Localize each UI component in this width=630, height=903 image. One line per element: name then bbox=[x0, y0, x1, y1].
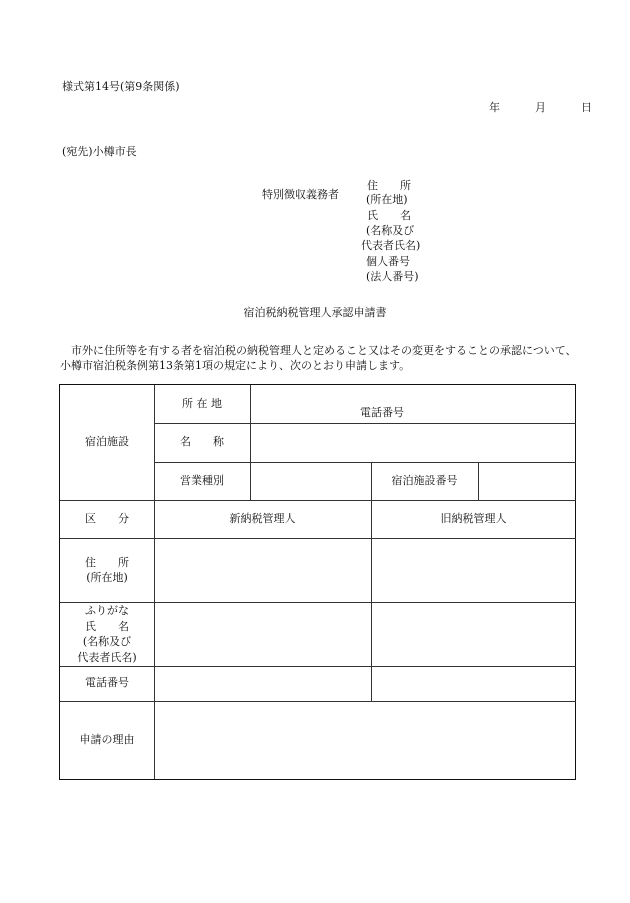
date-day: 日 bbox=[581, 101, 592, 114]
old-manager-address-field[interactable] bbox=[371, 538, 576, 602]
reason-field[interactable] bbox=[154, 701, 576, 779]
category-label: 区 分 bbox=[85, 511, 129, 525]
document-title: 宿泊税納税管理人承認申請書 bbox=[243, 306, 387, 319]
facility-name-field[interactable] bbox=[250, 423, 576, 462]
new-manager-phone-field[interactable] bbox=[154, 666, 371, 701]
date-year: 年 bbox=[489, 101, 500, 114]
applicant-corporate-number-label: (法人番号) bbox=[366, 270, 419, 283]
addressee: (宛先)小樽市長 bbox=[62, 145, 137, 158]
new-manager-header: 新納税管理人 bbox=[229, 511, 296, 525]
old-manager-phone-field[interactable] bbox=[371, 666, 576, 701]
applicant-individual-number-label: 個人番号 bbox=[366, 255, 410, 268]
facility-header: 宿泊施設 bbox=[85, 435, 129, 449]
manager-phone-label: 電話番号 bbox=[85, 676, 129, 690]
new-manager-name-field[interactable] bbox=[154, 602, 371, 666]
facility-number-field[interactable] bbox=[478, 462, 576, 500]
new-manager-address-field[interactable] bbox=[154, 538, 371, 602]
facility-number-label: 宿泊施設番号 bbox=[391, 473, 458, 487]
date-line bbox=[489, 101, 592, 116]
name-line: 氏 名 bbox=[85, 619, 129, 633]
application-statement bbox=[60, 344, 580, 373]
facility-location-field[interactable] bbox=[250, 385, 576, 423]
furigana-line: ふりがな bbox=[85, 604, 129, 617]
business-type-label: 営業種別 bbox=[180, 473, 224, 487]
application-table bbox=[59, 384, 576, 780]
reason-label: 申請の理由 bbox=[79, 732, 135, 746]
org-name-line: (名称及び bbox=[82, 635, 132, 648]
manager-address-line: 住 所 bbox=[85, 555, 129, 569]
old-manager-header: 旧納税管理人 bbox=[440, 511, 507, 525]
representative-line: 代表者氏名) bbox=[77, 650, 137, 664]
facility-phone-label: 電話番号 bbox=[360, 406, 404, 419]
application-statement-text: 市外に住所等を有する者を宿泊税の納税管理人と定めること又はその変更をすることの承認について、小樽市宿泊税条例第13条第1項の規定により、次のとおり申請します。 bbox=[60, 344, 577, 372]
facility-location-label: 所 在 地 bbox=[182, 396, 222, 410]
manager-name-label bbox=[60, 602, 154, 666]
applicant-org-name-label: (名称及び bbox=[366, 224, 415, 237]
applicant-representative-label: 代表者氏名) bbox=[361, 239, 421, 252]
date-month: 月 bbox=[535, 101, 546, 114]
applicant-address-label: 住 所 bbox=[367, 179, 411, 192]
manager-address-label bbox=[60, 538, 154, 602]
form-number: 様式第14号(第9条関係) bbox=[62, 80, 180, 93]
old-manager-name-field[interactable] bbox=[371, 602, 576, 666]
business-type-field[interactable] bbox=[250, 462, 371, 500]
facility-name-label: 名 称 bbox=[180, 435, 224, 449]
applicant-location-label: (所在地) bbox=[366, 193, 408, 206]
applicant-name-label: 氏 名 bbox=[367, 209, 411, 222]
manager-location-line: (所在地) bbox=[86, 571, 128, 584]
special-collection-obligor-label: 特別徴収義務者 bbox=[262, 188, 339, 201]
